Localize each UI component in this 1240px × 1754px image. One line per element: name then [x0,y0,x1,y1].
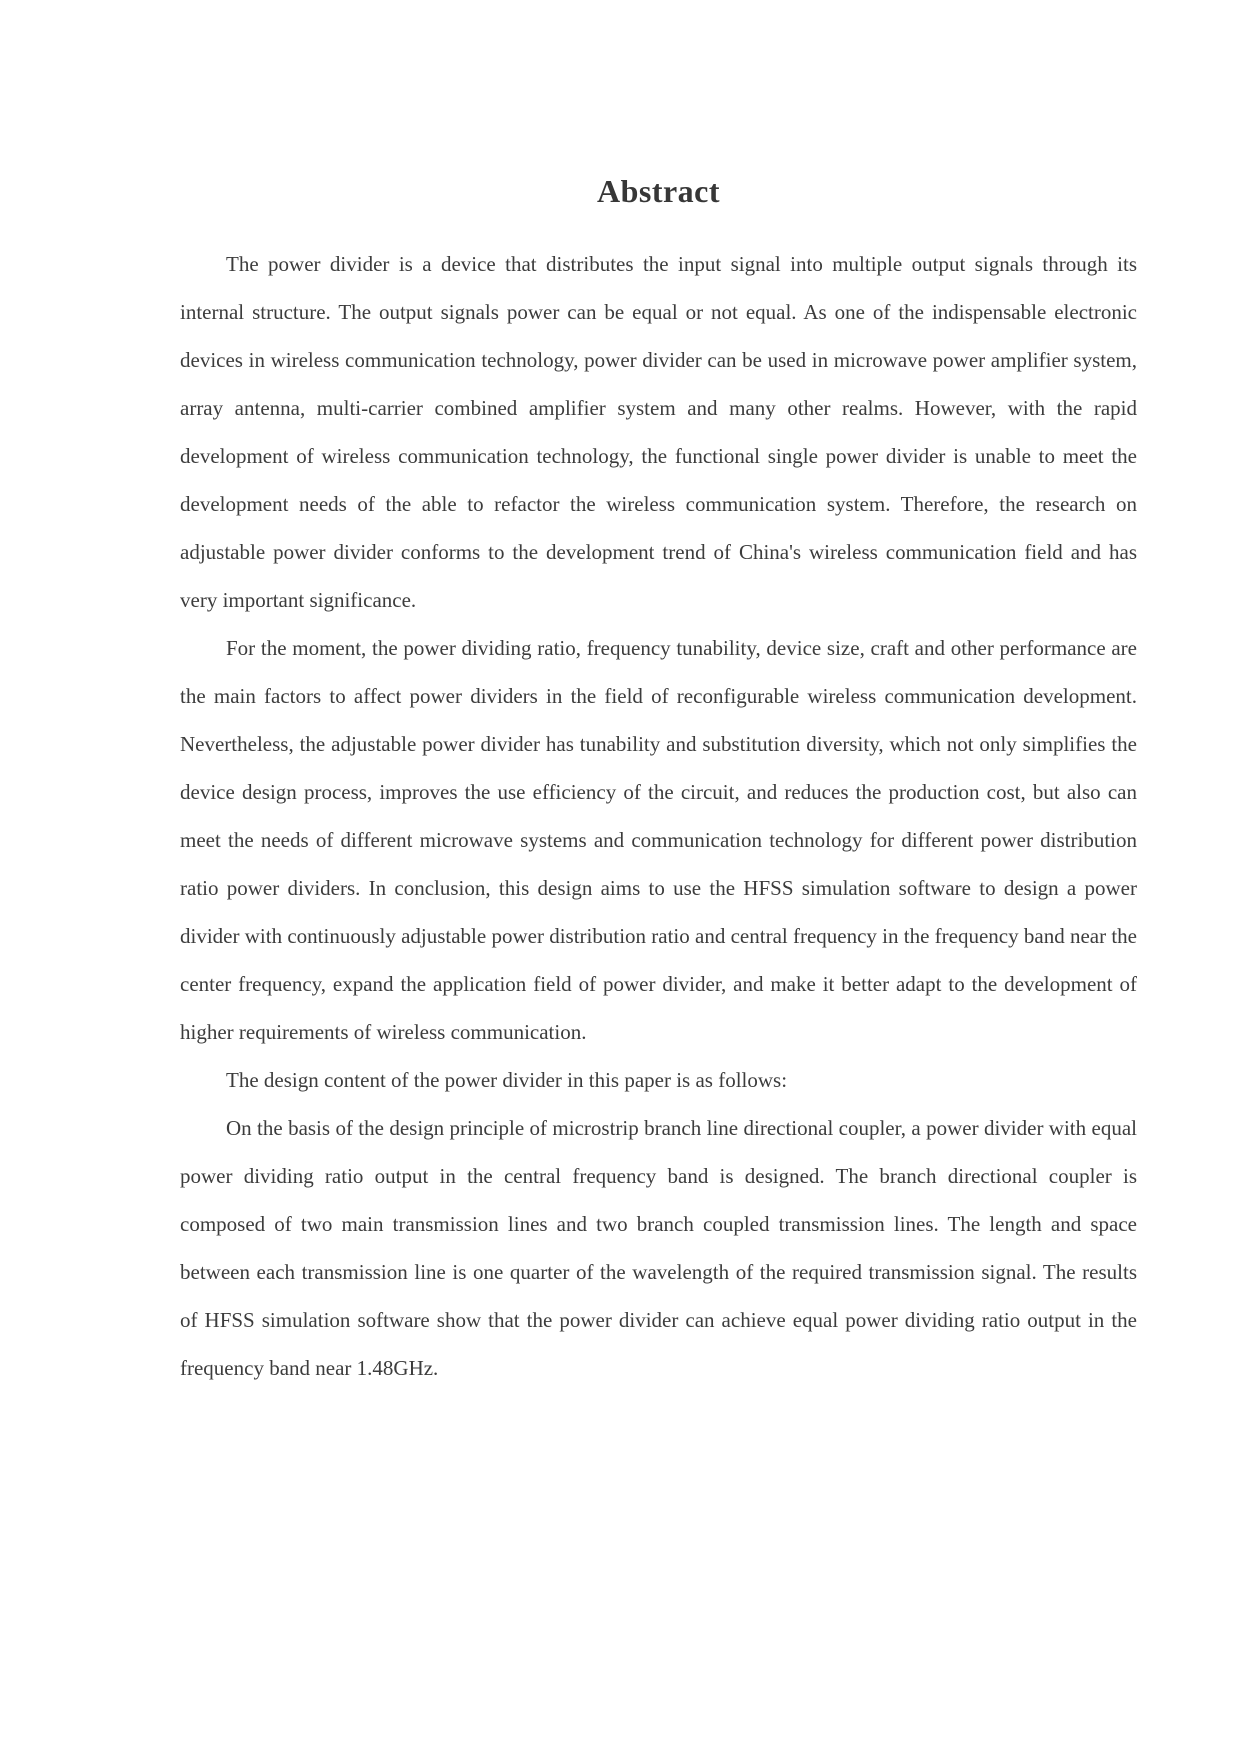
abstract-paragraph: The design content of the power divider in this paper is as follows: [226,1068,788,1092]
abstract-body [180,240,1137,1392]
abstract-paragraph: For the moment, the power dividing ratio, frequency tunability, device size, craft and other performance are the main factors to affect power dividers in the field of reconfigurable wireless communication development. Nevertheless, the adjustable power divider has tunability and substitution diversity, which not only simplifies the device design process, improves the use efficiency of the circuit, and reduces the production cost, but also can meet the needs of different microwave systems and communication technology for different power distribution ratio power dividers. In conclusion, this design aims to use the HFSS simulation software to design a power divider with continuously adjustable power distribution ratio and central frequency in the frequency band near the center frequency, expand the application field of power divider, and make it better adapt to the development of higher requirements of wireless communication. [180,636,1137,1044]
page-title: Abstract [596,173,721,209]
abstract-paragraph: The power divider is a device that distributes the input signal into multiple output signals through its internal structure. The output signals power can be equal or not equal. As one of the indispensable electronic devices in wireless communication technology, power divider can be used in microwave power amplifier system, array antenna, multi-carrier combined amplifier system and many other realms. However, with the rapid development of wireless communication technology, the functional single power divider is unable to meet the development needs of the able to refactor the wireless communication system. Therefore, the research on adjustable power divider conforms to the development trend of China's wireless communication field and has very important significance. [180,252,1137,612]
abstract-paragraph: On the basis of the design principle of microstrip branch line directional coupler, a power divider with equal power dividing ratio output in the central frequency band is designed. The branch directional coupler is composed of two main transmission lines and two branch coupled transmission lines. The length and space between each transmission line is one quarter of the wavelength of the required transmission signal. The results of HFSS simulation software show that the power divider can achieve equal power dividing ratio output in the frequency band near 1.48GHz. [180,1116,1137,1380]
